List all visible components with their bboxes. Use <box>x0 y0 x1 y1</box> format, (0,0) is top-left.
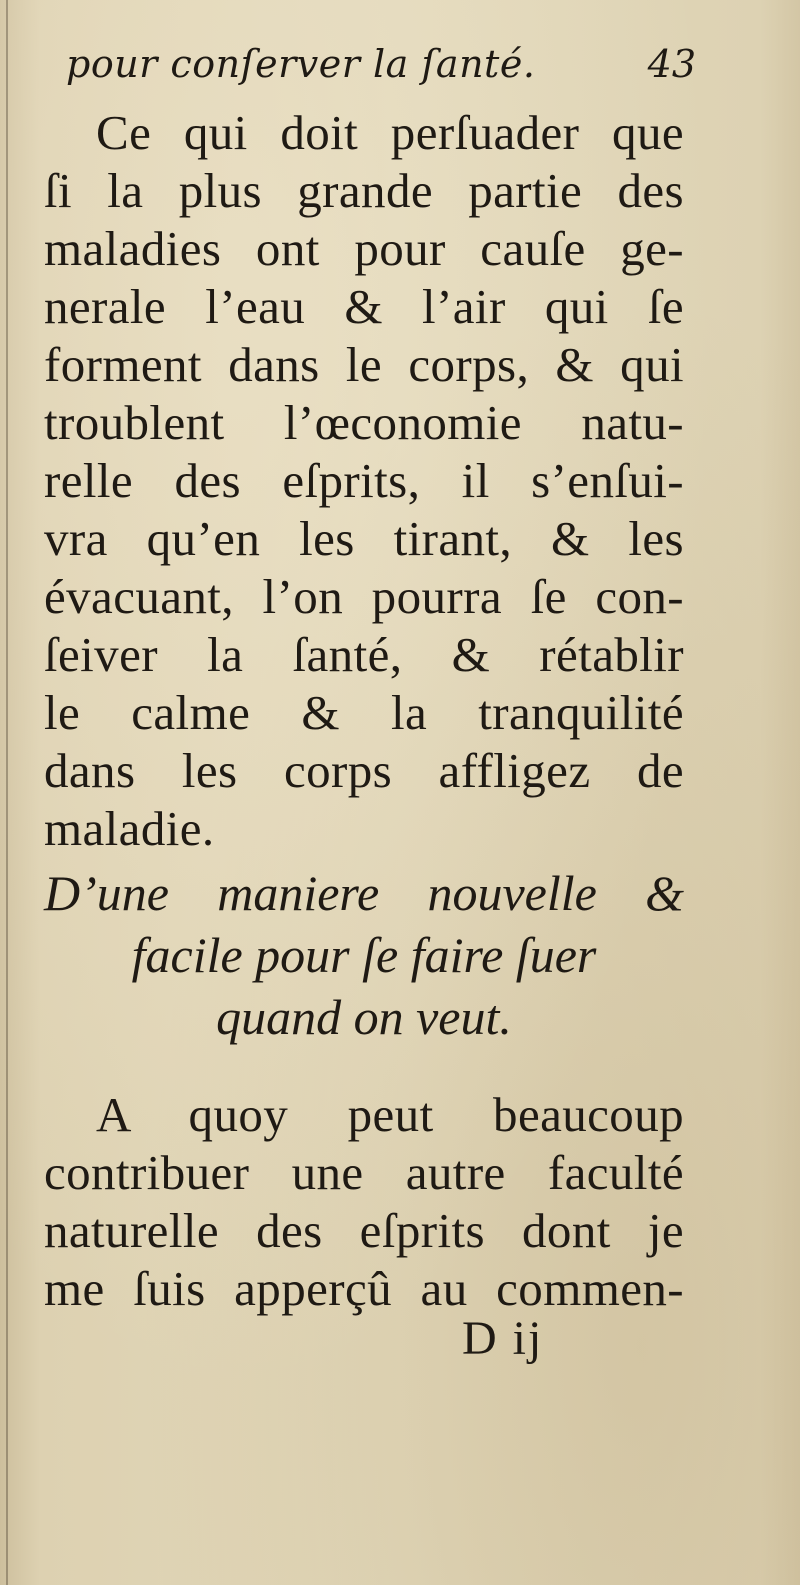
running-head <box>66 42 706 102</box>
text-line: ſi la plus grande partie des <box>44 163 684 218</box>
text-line: naturelle des eſprits dont je <box>44 1203 684 1258</box>
text-line: évacuant, l’on pourra ſe con- <box>44 569 684 624</box>
text-line: maladie. <box>44 801 215 856</box>
text-line: forment dans le corps, & qui <box>44 337 684 392</box>
heading-line: quand on veut. <box>216 989 512 1045</box>
section-heading <box>44 862 684 1048</box>
text-line: A quoy peut beaucoup <box>96 1087 684 1142</box>
text-line: le calme & la tranquilité <box>44 685 684 740</box>
text-line: contribuer une autre faculté <box>44 1145 684 1200</box>
running-title: pour conſerver la ſanté. <box>66 42 536 86</box>
page-edge-shadow <box>6 0 8 1585</box>
paragraph-2 <box>44 1086 684 1318</box>
text-line: relle des eſprits, il s’enſui- <box>44 453 684 508</box>
heading-line: facile pour ſe faire ſuer <box>131 927 597 983</box>
text-line: nerale l’eau & l’air qui ſe <box>44 279 684 334</box>
paragraph-1 <box>44 104 684 858</box>
text-line: Ce qui doit perſuader que <box>96 105 684 160</box>
page-number: 43 <box>647 42 696 86</box>
heading-line: D’une maniere nouvelle & <box>44 865 684 921</box>
text-line: vra qu’en les tirant, & les <box>44 511 684 566</box>
text-line: troublent l’œconomie natu- <box>44 395 684 450</box>
text-line: maladies ont pour cauſe ge- <box>44 221 684 276</box>
text-line: ſeiver la ſanté, & rétablir <box>44 627 684 682</box>
signature-mark: D ij <box>462 1312 544 1365</box>
text-line: dans les corps affligez de <box>44 743 684 798</box>
text-line: me ſuis apperçû au commen- <box>44 1261 684 1316</box>
